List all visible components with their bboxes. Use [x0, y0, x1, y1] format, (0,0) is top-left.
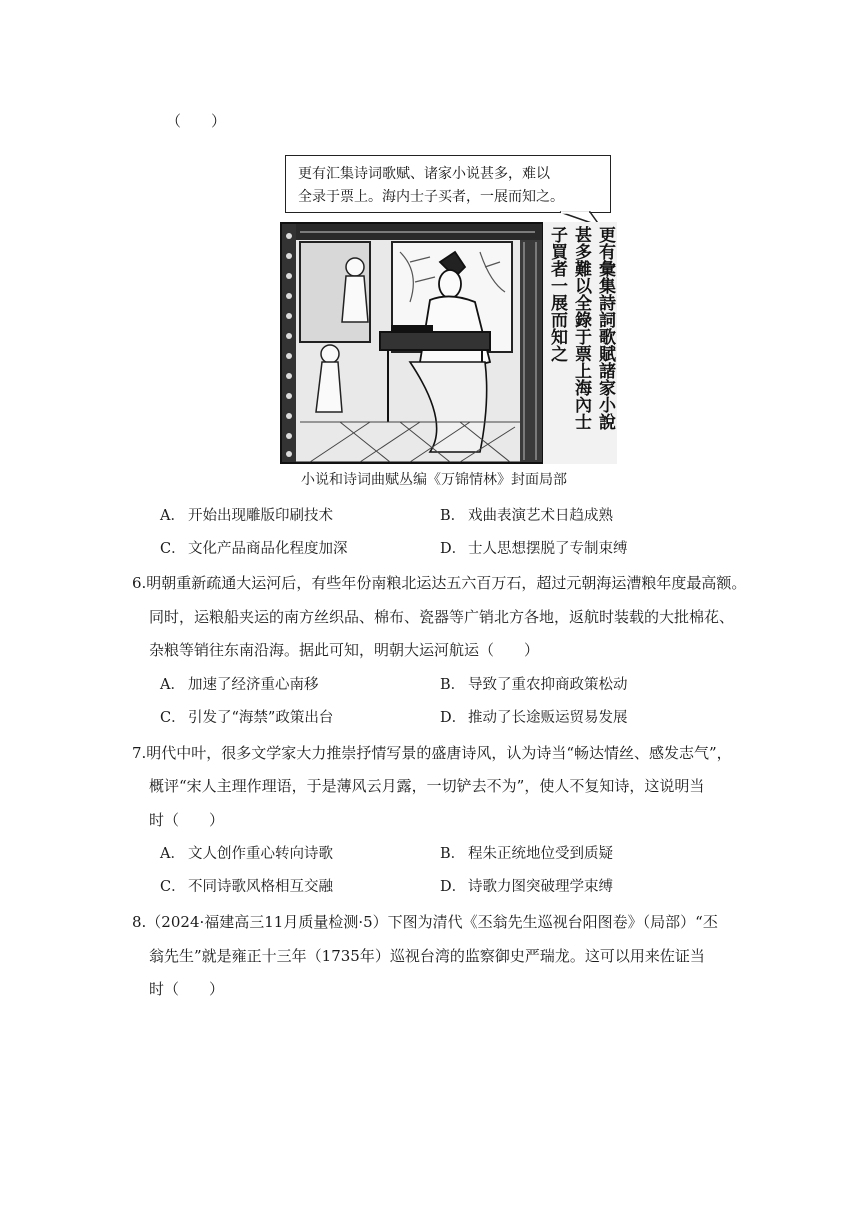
option-text: 加速了经济重心南移 [188, 677, 319, 693]
q6-option-a [160, 675, 319, 695]
speech-bubble-tail [0, 0, 860, 260]
question-5-answer-bracket: （ ） [166, 112, 227, 130]
q8-stem-line-2: 翁先生”就是雍正十三年（1735年）巡视台湾的监察御史严瑞龙。这可以用来佐证当 [149, 947, 705, 965]
woodcut-text-column-1: 更有彙集詩詞歌賦諸家小說 [595, 226, 615, 430]
option-letter: D． [440, 879, 467, 895]
option-letter: B． [440, 677, 466, 693]
option-text: 开始出现雕版印刷技术 [188, 508, 333, 524]
option-letter: C． [160, 541, 186, 557]
option-text: 不同诗歌风格相互交融 [188, 879, 333, 895]
speech-bubble [285, 155, 611, 213]
option-text: 文人创作重心转向诗歌 [188, 846, 333, 862]
option-letter: D． [440, 541, 467, 557]
bubble-line-2: 全录于票上。海内士子买者，一展而知之。 [298, 189, 564, 205]
woodcut-illustration [280, 222, 617, 464]
q7-stem-line-1: 7.明代中叶，很多文学家大力推崇抒情写景的盛唐诗风，认为诗当“畅达情丝、感发志气”， [132, 744, 732, 762]
q7-option-b [440, 844, 613, 864]
q5-option-a [160, 506, 333, 526]
option-text: 诗歌力图突破理学束缚 [468, 879, 613, 895]
figure-caption: 小说和诗词曲赋丛编《万锦情林》封面局部 [301, 472, 567, 488]
option-text: 文化产品商品化程度加深 [188, 541, 348, 557]
q5-option-c [160, 539, 348, 559]
option-letter: C． [160, 879, 186, 895]
option-text: 程朱正统地位受到质疑 [468, 846, 613, 862]
q6-option-b [440, 675, 628, 695]
option-text: 士人思想摆脱了专制束缚 [468, 541, 628, 557]
q8-stem-line-1: 8.（2024·福建高三11月质量检测·5）下图为清代《丕翁先生巡视台阳图卷》（局部）“丕 [132, 913, 718, 931]
option-letter: C． [160, 710, 186, 726]
q6-stem-line-1: 6.明朝重新疏通大运河后，有些年份南粮北运达五六百万石，超过元朝海运漕粮年度最高额。 [132, 574, 747, 592]
option-text: 引发了“海禁”政策出台 [188, 710, 334, 726]
option-letter: B． [440, 508, 466, 524]
q5-option-d [440, 539, 628, 559]
option-letter: D． [440, 710, 467, 726]
option-text: 推动了长途贩运贸易发展 [468, 710, 628, 726]
q6-option-d [440, 708, 628, 728]
option-letter: B． [440, 846, 466, 862]
q7-stem-line-3: 时（ ） [149, 811, 225, 829]
q6-stem-line-3: 杂粮等销往东南沿海。据此可知，明朝大运河航运（ ） [149, 641, 540, 659]
q7-option-a [160, 844, 333, 864]
q6-option-c [160, 708, 333, 728]
bubble-line-1: 更有汇集诗词歌赋、诸家小说甚多，难以 [298, 166, 550, 182]
q6-stem-line-2: 同时，运粮船夹运的南方丝织品、棉布、瓷器等广销北方各地，返航时装载的大批棉花、 [149, 608, 735, 626]
woodcut-text-column-3: 子買者一展而知之 [547, 226, 567, 362]
q8-stem-line-3: 时（ ） [149, 980, 225, 998]
option-letter: A． [160, 677, 185, 693]
q7-option-d [440, 877, 613, 897]
q5-option-b [440, 506, 613, 526]
q7-stem-line-2: 概评“宋人主理作理语，于是薄风云月露，一切铲去不为”，使人不复知诗，这说明当 [149, 777, 705, 795]
q7-option-c [160, 877, 333, 897]
woodcut-text-column-2: 甚多難以全錄于票上海內士 [571, 226, 591, 430]
option-text: 戏曲表演艺术日趋成熟 [468, 508, 613, 524]
option-letter: A． [160, 508, 185, 524]
option-text: 导致了重农抑商政策松动 [468, 677, 628, 693]
option-letter: A． [160, 846, 185, 862]
